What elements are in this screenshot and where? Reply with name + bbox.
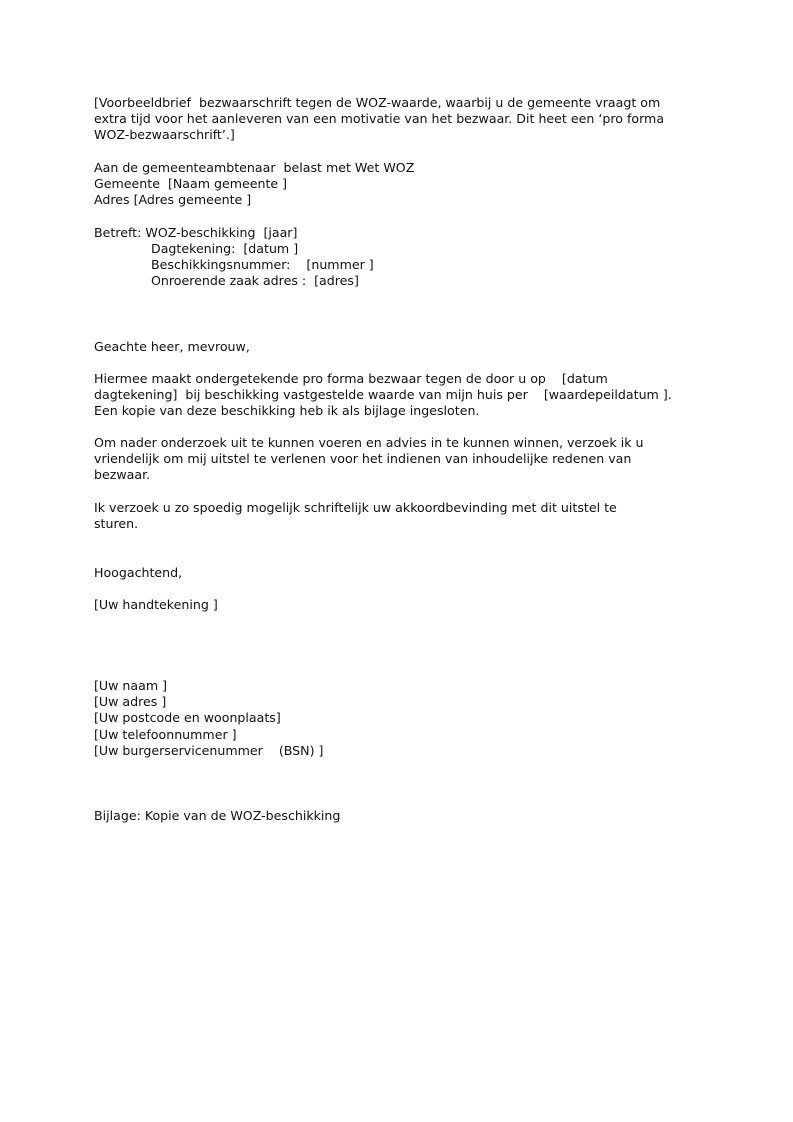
salutation: Geachte heer, mevrouw, [94,339,250,354]
closing: Hoogachtend, [94,565,183,580]
subject-detail-number: Beschikkingsnummer: [nummer ] [151,257,374,272]
paragraph1-line-2: dagtekening] bij beschikking vastgestelde waarde van mijn huis per [waardepeildatum ]. [94,387,672,402]
sender-phone: [Uw telefoonnummer ] [94,727,237,742]
sender-postcode: [Uw postcode en woonplaats] [94,710,281,725]
paragraph2-line-3: bezwaar. [94,467,151,482]
paragraph3-line-2: sturen. [94,516,139,531]
subject-line: Betreft: WOZ-beschikking [jaar] [94,225,298,240]
paragraph2-line-2: vriendelijk om mij uitstel te verlenen voor het indienen van inhoudelijke redenen van [94,451,632,466]
intro-line-3: WOZ-bezwaarschrift’.] [94,127,235,142]
paragraph1-line-3: Een kopie van deze beschikking heb ik als bijlage ingesloten. [94,403,480,418]
addressee-line-3: Adres [Adres gemeente ] [94,192,252,207]
intro-line-2: extra tijd voor het aanleveren van een motivatie van het bezwaar. Dit heet een ‘pro forma [94,111,665,126]
subject-detail-date: Dagtekening: [datum ] [151,241,299,256]
sender-address: [Uw adres ] [94,694,167,709]
sender-name: [Uw naam ] [94,678,168,693]
paragraph2-line-1: Om nader onderzoek uit te kunnen voeren en advies in te kunnen winnen, verzoek ik u [94,435,644,450]
addressee-line-1: Aan de gemeenteambtenaar belast met Wet WOZ [94,160,415,175]
paragraph1-line-1: Hiermee maakt ondergetekende pro forma bezwaar tegen de door u op [datum [94,371,608,386]
attachment: Bijlage: Kopie van de WOZ-beschikking [94,808,341,823]
signature-placeholder: [Uw handtekening ] [94,597,218,612]
paragraph3-line-1: Ik verzoek u zo spoedig mogelijk schriftelijk uw akkoordbevinding met dit uitstel te [94,500,617,515]
intro-line-1: [Voorbeeldbrief bezwaarschrift tegen de WOZ-waarde, waarbij u de gemeente vraagt om [94,95,661,110]
sender-bsn: [Uw burgerservicenummer (BSN) ] [94,743,324,758]
addressee-line-2: Gemeente [Naam gemeente ] [94,176,288,191]
subject-detail-address: Onroerende zaak adres : [adres] [151,273,359,288]
